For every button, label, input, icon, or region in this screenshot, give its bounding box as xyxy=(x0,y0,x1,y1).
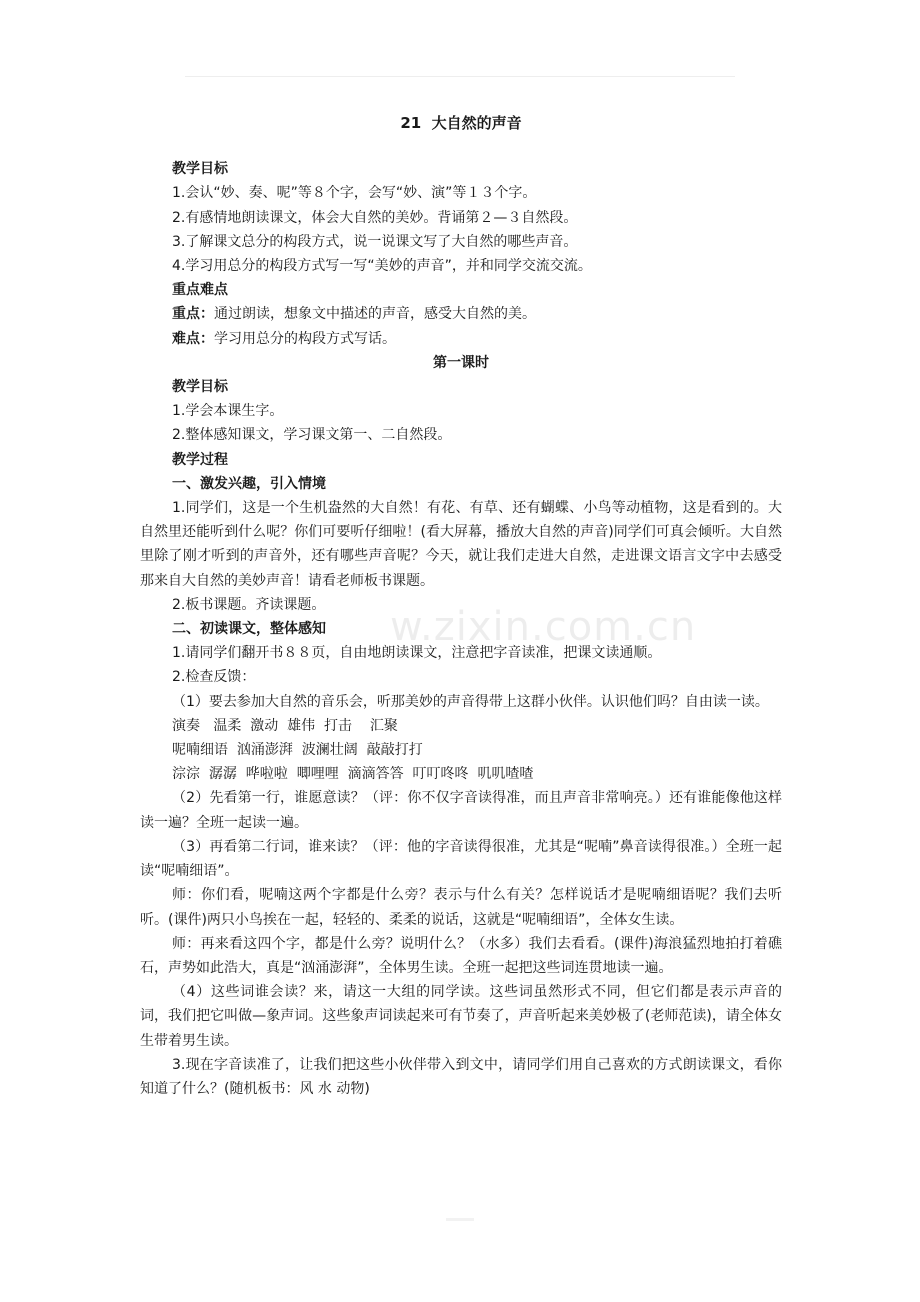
section-heading: 二、初读课文，整体感知 xyxy=(172,621,326,638)
vocabulary-row: 淙淙 潺潺 哗啦啦 唧哩哩 滴滴答答 叮叮咚咚 叽叽喳喳 xyxy=(172,766,534,783)
paragraph: （2）先看第一行，谁愿意读？（评：你不仅字音读得准，而且声音非常响亮。）还有谁能像他这样读一遍？全班一起读一遍。 xyxy=(140,790,782,831)
section-heading: 教学目标 xyxy=(172,161,228,178)
key-point-label: 重点： xyxy=(172,306,214,323)
difficult-point xyxy=(140,327,782,351)
paragraph: （3）再看第二行词，谁来读？（评：他的字音读得很准，尤其是“呢喃”鼻音读得很准。）全班一起读“呢喃细语”。 xyxy=(140,838,782,880)
paragraph: 2.检查反馈： xyxy=(172,669,256,686)
watermark: w.zixin.com.cn xyxy=(390,604,697,650)
key-point-text: 通过朗读，想象文中描述的声音，感受大自然的美。 xyxy=(214,306,536,323)
header-rule xyxy=(185,76,735,77)
section-heading: 教学过程 xyxy=(172,451,228,468)
section-heading: 教学目标 xyxy=(172,379,228,396)
paragraph: 1.请同学们翻开书８８页，自由地朗读课文，注意把字音读准，把课文读通顺。 xyxy=(172,645,662,662)
difficult-point-label: 难点： xyxy=(172,330,214,347)
document-title: 21 大自然的声音 xyxy=(400,114,522,132)
footer-mark xyxy=(446,1218,474,1221)
paragraph: （1）要去参加大自然的音乐会，听那美妙的声音得带上这群小伙伴。认识他们吗？自由读一读。 xyxy=(172,693,769,710)
paragraph: 2.板书课题。齐读课题。 xyxy=(172,596,326,613)
section-heading: 一、激发兴趣，引入情境 xyxy=(172,475,326,492)
vocabulary-row: 演奏 温柔 激动 雄伟 打击 汇聚 xyxy=(172,717,398,734)
key-point xyxy=(140,302,782,326)
objective-item: 2.整体感知课文，学习课文第一、二自然段。 xyxy=(172,427,452,444)
objective-item: 4.学习用总分的构段方式写一写“美妙的声音”，并和同学交流交流。 xyxy=(172,258,592,275)
lesson-subtitle: 第一课时 xyxy=(433,354,489,371)
objective-item: 3.了解课文总分的构段方式，说一说课文写了大自然的哪些声音。 xyxy=(172,233,578,250)
difficult-point-text: 学习用总分的构段方式写话。 xyxy=(214,330,396,347)
objective-item: 1.会认“妙、奏、呢”等８个字，会写“妙、演”等１３个字。 xyxy=(172,185,537,202)
vocabulary-row: 呢喃细语 汹涌澎湃 波澜壮阔 敲敲打打 xyxy=(172,742,423,759)
section-heading: 重点难点 xyxy=(172,282,228,299)
objective-item: 2.有感情地朗读课文，体会大自然的美妙。背诵第２—３自然段。 xyxy=(172,209,578,226)
paragraph: 师：你们看，呢喃这两个字都是什么旁？表示与什么有关？怎样说话才是呢喃细语呢？我们去听听。(课件)两只小鸟挨在一起，轻轻的、柔柔的说话，这就是“呢喃细语”，全体女生读。 xyxy=(140,887,782,928)
paragraph: 3.现在字音读准了，让我们把这些小伙伴带入到文中，请同学们用自己喜欢的方式朗读课文，看你知道了什么？(随机板书：风 水 动物) xyxy=(140,1056,782,1097)
paragraph: 1.同学们，这是一个生机盎然的大自然！有花、有草、还有蝴蝶、小鸟等动植物，这是看到的。大自然里还能听到什么呢？你们可要听仔细啦！(看大屏幕，播放大自然的声音)同学们可真会倾听。大自然里除了刚才听到的声音外，还有哪些声音呢？今天，就让我们走进大自然，走进课文语言文字中去感受那来自大自然的美妙声音！请看老师板书课题。 xyxy=(140,500,782,589)
paragraph: （4）这些词谁会读？来，请这一大组的同学读。这些词虽然形式不同，但它们都是表示声音的词，我们把它叫做—象声词。这些象声词读起来可有节奏了，声音听起来美妙极了(老师范读)，请全体女生带着男生读。 xyxy=(140,984,782,1049)
objective-item: 1.学会本课生字。 xyxy=(172,403,284,420)
paragraph: 师：再来看这四个字，都是什么旁？说明什么？（水多）我们去看看。(课件)海浪猛烈地拍打着礁石，声势如此浩大，真是“汹涌澎湃”，全体男生读。全班一起把这些词连贯地读一遍。 xyxy=(140,935,782,976)
